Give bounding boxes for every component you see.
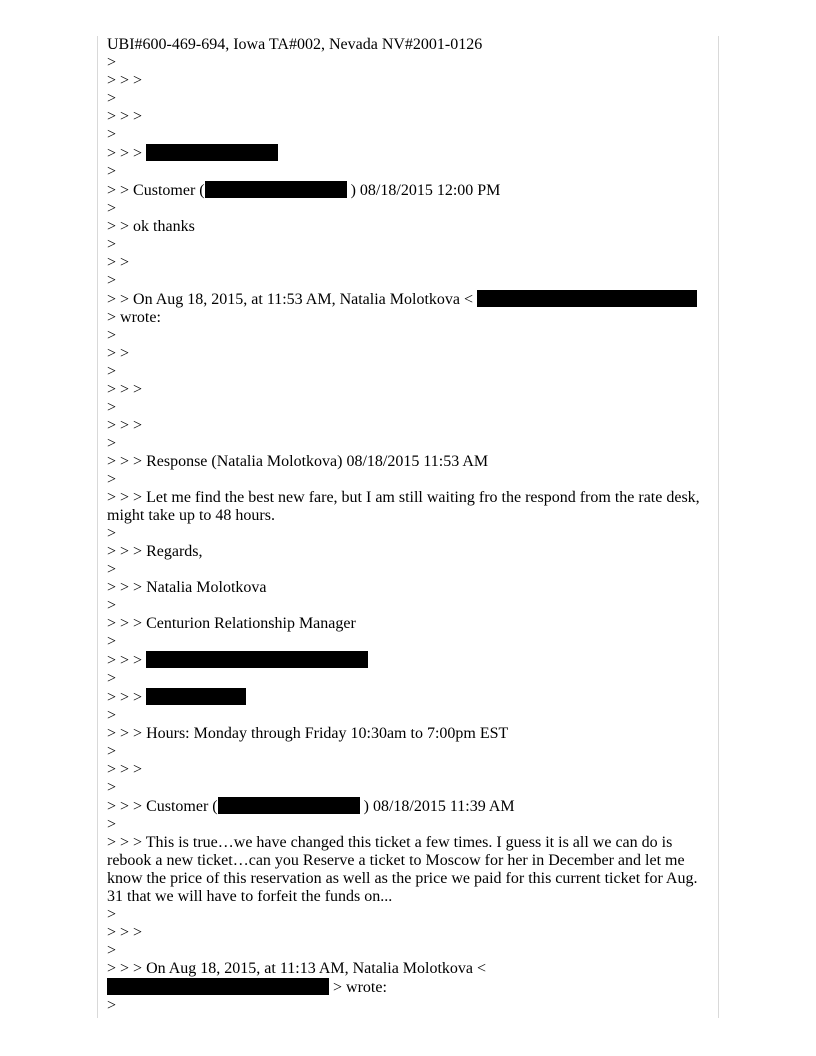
quote-marker: > bbox=[107, 90, 117, 107]
quoted-redacted-line bbox=[107, 651, 707, 670]
customer-header-line bbox=[107, 797, 707, 816]
quote-marker: > bbox=[107, 272, 117, 289]
left-margin-rule bbox=[97, 36, 98, 1018]
wrote-line: > wrote: bbox=[107, 309, 161, 326]
wrote-line bbox=[107, 978, 707, 997]
quote-marker: > bbox=[107, 525, 117, 542]
quote-marker: > > > bbox=[107, 108, 143, 125]
quote-marker: > > bbox=[107, 345, 130, 362]
quote-marker: > bbox=[107, 200, 117, 217]
signature-name: > > > Natalia Molotkova bbox=[107, 579, 267, 596]
redaction-box bbox=[146, 144, 278, 161]
response-header-line: > > > Response (Natalia Molotkova) 08/18/2015 11:53 AM bbox=[107, 453, 489, 470]
quote-marker: > bbox=[107, 997, 117, 1014]
redaction-box bbox=[218, 797, 360, 814]
quote-marker: > bbox=[107, 363, 117, 380]
regards-line: > > > Regards, bbox=[107, 543, 203, 560]
quote-marker: > bbox=[107, 163, 117, 180]
redaction-box bbox=[205, 181, 347, 198]
quote-marker: > bbox=[107, 597, 117, 614]
customer-header-line bbox=[107, 181, 707, 200]
quote-marker: > bbox=[107, 743, 117, 760]
redaction-box bbox=[477, 290, 697, 307]
quote-marker: > bbox=[107, 399, 117, 416]
customer-message: > > > This is true…we have changed this ticket a few times. I guess it is all we can do is rebook a new ticket…can you Reserve a ticket to Moscow for her in December and let me know the price of this reservation as well as the price we paid for this current ticket for Aug. 31 that we will have to forfeit the funds on... bbox=[107, 834, 698, 905]
hours-line: > > > Hours: Monday through Friday 10:30am to 7:00pm EST bbox=[107, 725, 509, 742]
customer-reply: > > ok thanks bbox=[107, 218, 195, 235]
customer-timestamp: ) 08/18/2015 12:00 PM bbox=[350, 182, 501, 199]
quote-marker: > > > bbox=[107, 761, 143, 778]
company-registration-line: UBI#600-469-694, Iowa TA#002, Nevada NV#2001-0126 bbox=[107, 36, 483, 53]
quote-marker: > bbox=[107, 471, 117, 488]
quote-marker: > bbox=[107, 779, 117, 796]
quote-marker: > bbox=[107, 816, 117, 833]
customer-timestamp: ) 08/18/2015 11:39 AM bbox=[363, 798, 515, 815]
quote-marker: > > > bbox=[107, 381, 143, 398]
quote-marker: > bbox=[107, 707, 117, 724]
sender-line bbox=[107, 290, 707, 309]
email-thread bbox=[107, 36, 707, 1015]
quote-marker: > > > bbox=[107, 417, 143, 434]
sender-text: > > On Aug 18, 2015, at 11:53 AM, Natalia Molotkova < bbox=[107, 291, 474, 308]
quote-marker: > > > bbox=[107, 72, 143, 89]
redaction-box bbox=[107, 978, 329, 995]
quote-marker: > bbox=[107, 633, 117, 650]
quote-marker: > bbox=[107, 561, 117, 578]
right-margin-rule bbox=[718, 36, 719, 1018]
quote-marker: > bbox=[107, 126, 117, 143]
wrote-text: > wrote: bbox=[329, 979, 387, 996]
quote-prefix: > > > bbox=[107, 145, 143, 162]
quote-prefix: > > > bbox=[107, 652, 143, 669]
quote-marker: > bbox=[107, 54, 117, 71]
signature-title: > > > Centurion Relationship Manager bbox=[107, 615, 356, 632]
sender-line: > > > On Aug 18, 2015, at 11:13 AM, Natalia Molotkova < bbox=[107, 960, 487, 977]
quote-marker: > bbox=[107, 327, 117, 344]
quote-marker: > bbox=[107, 236, 117, 253]
redaction-box bbox=[146, 688, 246, 705]
quoted-redacted-line bbox=[107, 144, 707, 163]
redaction-box bbox=[146, 651, 368, 668]
quote-marker: > bbox=[107, 942, 117, 959]
quote-marker: > bbox=[107, 670, 117, 687]
customer-label: > > Customer ( bbox=[107, 182, 205, 199]
quote-marker: > bbox=[107, 435, 117, 452]
quoted-redacted-line bbox=[107, 688, 707, 707]
quote-marker: > > > bbox=[107, 924, 143, 941]
quote-prefix: > > > bbox=[107, 689, 143, 706]
customer-label: > > > Customer ( bbox=[107, 798, 218, 815]
fare-message: > > > Let me find the best new fare, but I am still waiting fro the respond from the rate desk, might take up to 48 hours. bbox=[107, 489, 700, 524]
quote-marker: > > bbox=[107, 254, 130, 271]
quote-marker: > bbox=[107, 906, 117, 923]
